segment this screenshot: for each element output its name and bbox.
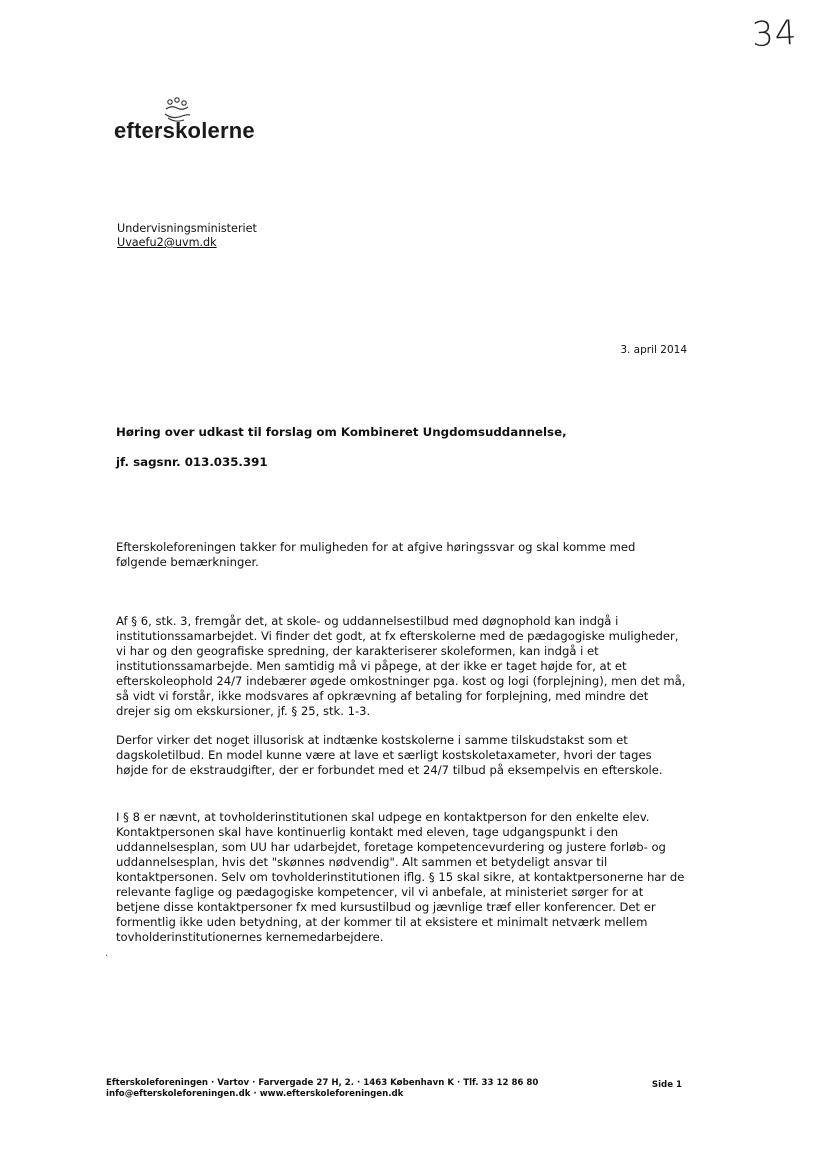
letter-date: 3. april 2014: [620, 344, 687, 356]
recipient-email[interactable]: Uvaefu2@uvm.dk: [117, 236, 217, 249]
recipient-name: Undervisningsministeriet: [117, 222, 257, 235]
recipient-block: [117, 222, 257, 250]
stray-mark: .: [105, 948, 109, 959]
paragraph-section-6: Af § 6, stk. 3, fremgår det, at skole- og uddannelsestilbud med døgnophold kan indgå i institutionssamarbejdet. Vi finder det godt, at fx efterskolerne med de pædagogiske muligheder, vi har og den geografiske spredning, der karakteriserer skoleformen, kan indgå i et institutionssamarbejde. Men samtidig må vi påpege, at der ikke er taget højde for, at et efterskoleophold 24/7 indebærer øgede omkostninger pga. kost og logi (forplejning), men det må, så vidt vi forstår, ikke modsvares af opkrævning af betaling for forplejning, med mindre det drejer sig om ekskursioner, jf. § 25, stk. 1-3.: [116, 614, 686, 718]
footer-address: [106, 1078, 538, 1099]
paragraph-intro: Efterskoleforeningen takker for muligheden for at afgive høringssvar og skal komme med følgende bemærkninger.: [116, 540, 636, 569]
footer-line-web: info@efterskoleforeningen.dk · www.efterskoleforeningen.dk: [106, 1088, 404, 1099]
handwritten-page-number: 34: [750, 12, 799, 56]
case-reference: jf. sagsnr. 013.035.391: [116, 455, 268, 469]
page-label: Side 1: [651, 1080, 682, 1090]
paragraph-section-8: I § 8 er nævnt, at tovholderinstitutionen skal udpege en kontaktperson for den enkelte elev. Kontaktpersonen skal have kontinuerlig kontakt med eleven, tage udgangspunkt i den uddannelsesplan, som UU har udarbejdet, foretage kompetencevurdering og justere forløb- og uddannelsesplan, hvis det "skønnes nødvendig". Alt sammen et betydeligt ansvar til kontaktpersonen. Selv om tovholderinstitutionen iflg. § 15 skal sikre, at kontaktpersonerne har de relevante faglige og pædagogiske kompetencer, vil vi anbefale, at ministeriet sørger for at betjene disse kontaktpersoner fx med kursustilbud og jævnlige træf eller konferencer. Det er formentlig ikke uden betydning, at der kommer til at eksistere et minimalt netværk mellem tovholderinstitutionernes kernemedarbejdere.: [116, 810, 685, 944]
footer-line-address: Efterskoleforeningen · Vartov · Farvergade 27 H, 2. · 1463 København K · Tlf. 33 12 86 80: [106, 1078, 539, 1088]
letter-subject: Høring over udkast til forslag om Kombineret Ungdomsuddannelse,: [116, 425, 567, 439]
paragraph-illusory: Derfor virker det noget illusorisk at indtænke kostskolerne i samme tilskudstakst som et dagskoletilbud. En model kunne være at lave et særligt kostskoletaxameter, hvori der tages højde for de ekstraudgifter, der er forbundet med et 24/7 tilbud på eksempelvis en efterskole.: [116, 733, 663, 777]
logo-wordmark: efterskolerne: [114, 118, 255, 143]
